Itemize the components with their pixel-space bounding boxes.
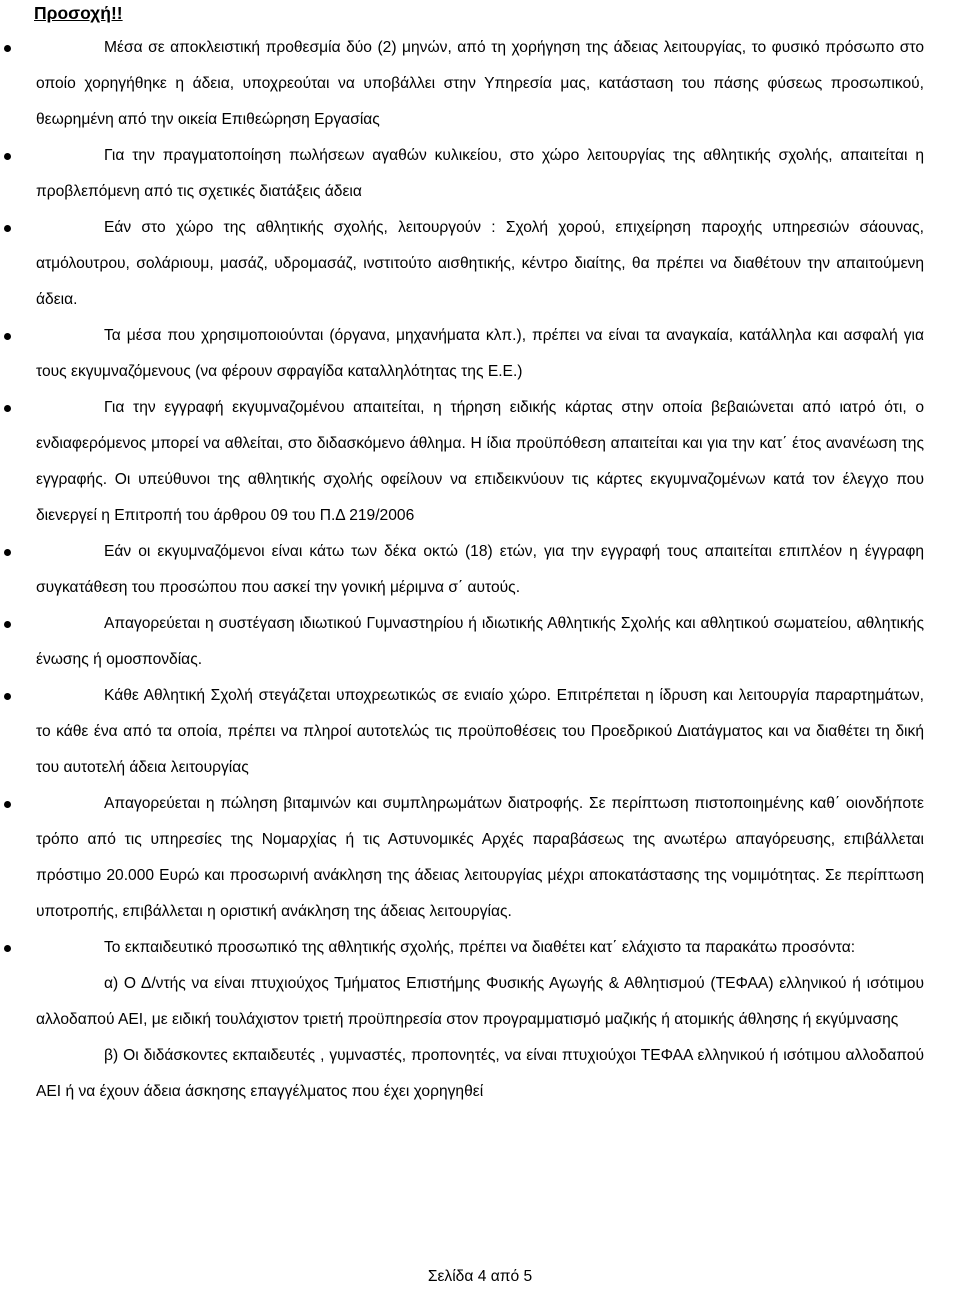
item-text: Απαγορεύεται η συστέγαση ιδιωτικού Γυμναστηρίου ή ιδιωτικής Αθλητικής Σχολής και αθλητικού σωματείου, αθλητικής ένωσης ή ομοσπονδίας. xyxy=(36,615,924,668)
bullet-dot-icon xyxy=(4,45,11,52)
staff-requirements xyxy=(0,930,924,1110)
item-text: Για την πραγματοποίηση πωλήσεων αγαθών κυλικείου, στο χώρο λειτουργίας της αθλητικής σχολής, απαιτείται η προβλεπόμενη από τις σχετικές διατάξεις άδεια xyxy=(36,147,924,200)
item-text: Εάν οι εκγυμναζόμενοι είναι κάτω των δέκα οκτώ (18) ετών, για την εγγραφή τους απαιτείται επιπλέον η έγγραφη συγκατάθεση του προσώπου που ασκεί την γονική μέριμνα σ΄ αυτούς. xyxy=(36,543,924,596)
list-item xyxy=(0,606,924,678)
item-text: Τα μέσα που χρησιμοποιούνται (όργανα, μηχανήματα κλπ.), πρέπει να είναι τα αναγκαία, κατάλληλα και ασφαλή για τους εκγυμναζόμενους (να φέρουν σφραγίδα καταλληλότητας της Ε.Ε.) xyxy=(36,327,924,380)
warning-heading: Προσοχή!! xyxy=(34,3,123,23)
bullet-dot-icon xyxy=(4,693,11,700)
list-item xyxy=(0,318,924,390)
staff-intro: Το εκπαιδευτικό προσωπικό της αθλητικής σχολής, πρέπει να διαθέτει κατ΄ ελάχιστο τα παρακάτω προσόντα: xyxy=(104,939,856,956)
list-item xyxy=(0,30,924,138)
list-item xyxy=(0,390,924,534)
list-item xyxy=(0,534,924,606)
item-text: Για την εγγραφή εκγυμναζομένου απαιτείται, η τήρηση ειδικής κάρτας στην οποία βεβαιώνεται από ιατρό ότι, ο ενδιαφερόμενος μπορεί να αθλείται, στο διδασκόμενο άθλημα. Η ίδια προϋπόθεση απαιτείται και για την κατ΄ έτος ανανέωση της εγγραφής. Οι υπεύθυνοι της αθλητικής σχολής οφείλουν να επιδεικνύουν τις κάρτες εκγυμναζομένων κατά τον έλεγχο που διενεργεί η Επιτροπή του άρθρου 09 του Π.Δ 219/2006 xyxy=(36,399,924,524)
bullet-dot-icon xyxy=(4,405,11,412)
item-text: Μέσα σε αποκλειστική προθεσμία δύο (2) μηνών, από τη χορήγηση της άδειας λειτουργίας, το φυσικό πρόσωπο στο οποίο χορηγήθηκε η άδεια, υποχρεούται να υποβάλλει στην Υπηρεσία μας, κατάσταση του πάσης φύσεως προσωπικού, θεωρημένη από την οικεία Επιθεώρηση Εργασίας xyxy=(36,39,924,128)
bullet-list xyxy=(0,30,960,1110)
bullet-dot-icon xyxy=(4,225,11,232)
list-item xyxy=(0,786,924,930)
page-number: Σελίδα 4 από 5 xyxy=(427,1268,533,1285)
bullet-dot-icon xyxy=(4,621,11,628)
staff-requirement-b: β) Οι διδάσκοντες εκπαιδευτές , γυμναστές, προπονητές, να είναι πτυχιούχοι ΤΕΦΑΑ ελληνικού ή ισότιμου αλλοδαπού ΑΕΙ ή να έχουν άδεια άσκησης επαγγέλματος που έχει χορηγηθεί xyxy=(36,1047,924,1100)
bullet-dot-icon xyxy=(4,153,11,160)
list-item xyxy=(0,210,924,318)
item-text: Απαγορεύεται η πώληση βιταμινών και συμπληρωμάτων διατροφής. Σε περίπτωση πιστοποιημένης καθ΄ οιονδήποτε τρόπο από τις υπηρεσίες της Νομαρχίας ή τις Αστυνομικές Αρχές παραβάσεως της ανωτέρω απαγόρευσης, επιβάλλεται πρόστιμο 20.000 Ευρώ και προσωρινή ανάκληση της άδειας λειτουργίας μέχρι αποκατάστασης της νομιμότητας. Σε περίπτωση υποτροπής, επιβάλλεται η οριστική ανάκληση της άδειας λειτουργίας. xyxy=(36,795,924,920)
bullet-dot-icon xyxy=(4,801,11,808)
item-text: Κάθε Αθλητική Σχολή στεγάζεται υποχρεωτικώς σε ενιαίο χώρο. Επιτρέπεται η ίδρυση και λειτουργία παραρτημάτων, το κάθε ένα από τα οποία, πρέπει να πληροί αυτοτελώς τις προϋποθέσεις του Προεδρικού Διατάγματος και να διαθέτει τη δική του αυτοτελή άδεια λειτουργίας xyxy=(36,687,924,776)
item-text: Εάν στο χώρο της αθλητικής σχολής, λειτουργούν : Σχολή χορού, επιχείρηση παροχής υπηρεσιών σάουνας, ατμόλουτρου, σολάριουμ, μασάζ, υδρομασάζ, ινστιτούτο αισθητικής, κέντρο διαίτης, θα πρέπει να διαθέτουν την απαιτούμενη άδεια. xyxy=(36,219,924,308)
staff-requirement-a: α) Ο Δ/ντής να είναι πτυχιούχος Τμήματος Επιστήμης Φυσικής Αγωγής & Αθλητισμού (ΤΕΦΑΑ) ελληνικού ή ισότιμου αλλοδαπού ΑΕΙ, με ειδική τουλάχιστον τριετή προϋπηρεσία στον προγραμματισμό μαζικής ή ατομικής άθλησης ή εκγύμνασης xyxy=(36,975,924,1028)
list-item xyxy=(0,678,924,786)
list-item xyxy=(0,138,924,210)
bullet-dot-icon xyxy=(4,549,11,556)
bullet-dot-icon xyxy=(4,333,11,340)
bullet-dot-icon xyxy=(4,945,11,952)
